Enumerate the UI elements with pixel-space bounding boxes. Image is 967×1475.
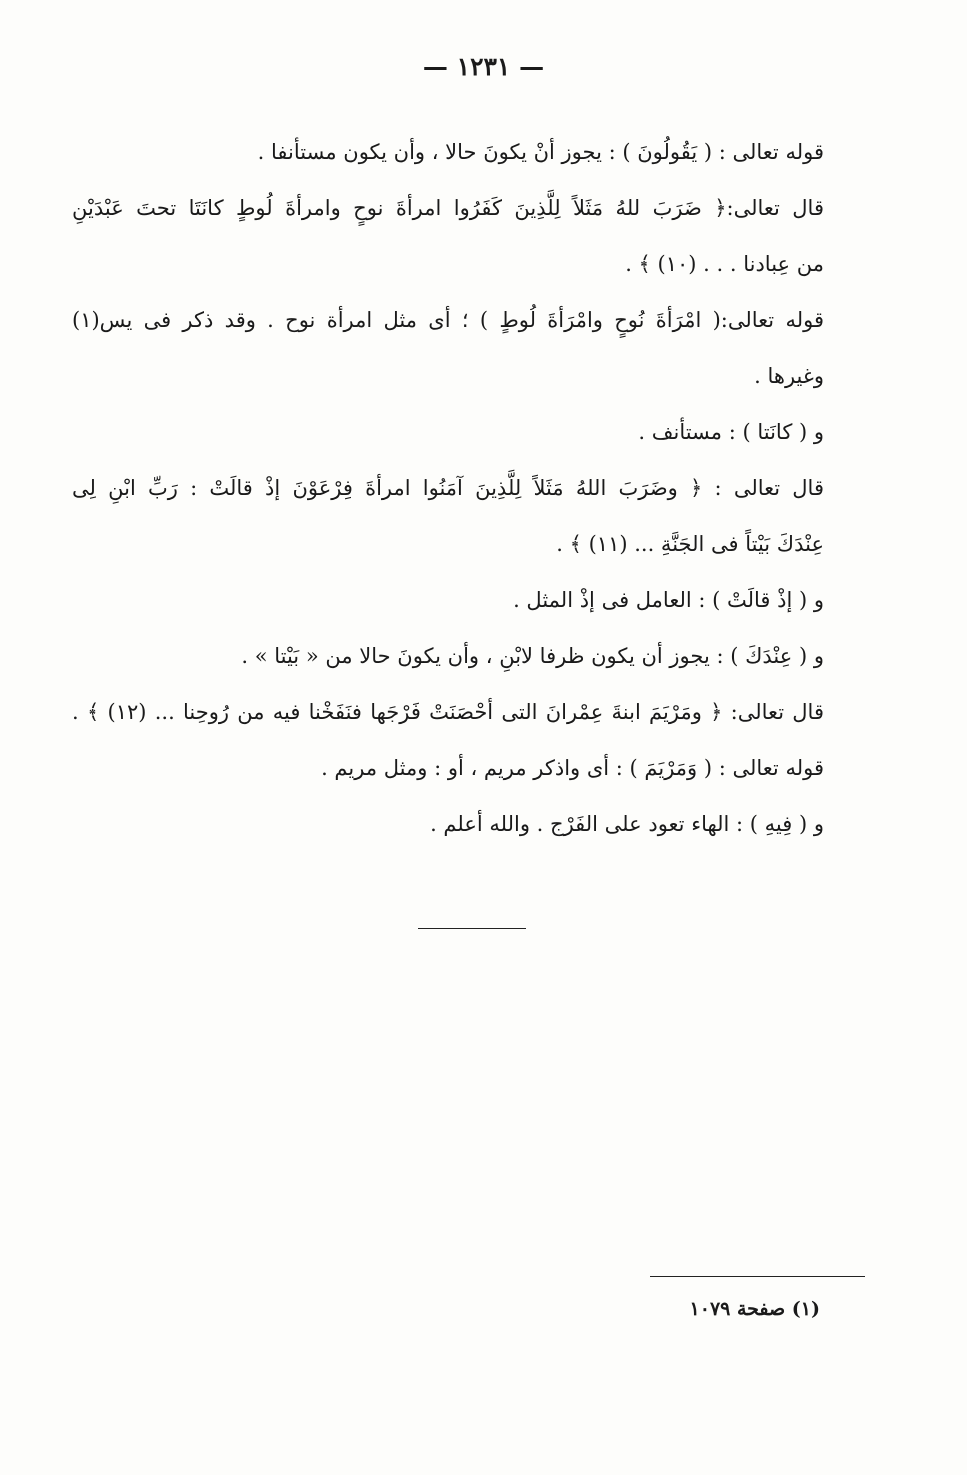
text-line: قوله تعالى : ( يَقُولُونَ ) : يجوز أنْ يكونَ حالا ، وأن يكون مستأنفا . <box>257 140 824 164</box>
page-number: — ١٢٣١ — <box>422 52 545 81</box>
footnote: (١) صفحة ١٠٧٩ <box>689 1298 820 1320</box>
text-line: قوله تعالى : ( وَمَرْيَمَ ) : أى واذكر مريم ، أو : ومثل مريم . <box>321 756 824 780</box>
text-line: و ( إذْ قالَتْ ) : العامل فى إذْ المثل . <box>513 588 824 612</box>
body-text <box>72 124 824 852</box>
text-line: قال تعالى : ﴿ وضَرَبَ اللهُ مَثَلاً لِلَّذِينَ آمَنُوا امرأةَ فِرْعَوْنَ إذْ قالَتْ : رَبِّ ابْنِ لِى <box>72 476 824 500</box>
text-line: قوله تعالى:( امْرَأةَ نُوحٍ وامْرَأةَ لُوطٍ ) ؛ أى مثل امرأة نوح . وقد ذكر فى يس(١) <box>72 308 824 332</box>
text-line: عِنْدَكَ بَيْتاً فى الجَنَّةِ ... (١١) ﴾ . <box>556 532 824 556</box>
text-line: وغيرها . <box>754 364 824 388</box>
footnote-divider <box>650 1276 865 1277</box>
text-line: من عِبادنا . . . (١٠) ﴾ . <box>625 252 824 276</box>
text-line: قال تعالى:﴿ ضَرَبَ للهُ مَثَلاً لِلَّذِينَ كَفَرُوا امرأةَ نوحٍ وامرأةَ لُوطٍ كانَتَا تحتَ عَبْدَيْنِ <box>72 196 824 220</box>
text-line: و ( كانَتا ) : مستأنف . <box>638 420 824 444</box>
text-line: قال تعالى: ﴿ ومَرْيَمَ ابنةَ عِمْرانَ التى أحْصَنَتْ فَرْجَها فنَفَخْنا فيه من رُوحِنا ... (١٢) ﴾ . <box>72 700 824 724</box>
section-end-rule <box>418 928 526 929</box>
text-line: و ( فِيهِ ) : الهاء تعود على الفَرْج . والله أعلم . <box>430 812 824 836</box>
text-line: و ( عِنْدَكَ ) : يجوز أن يكون ظرفا لابْنِ ، وأن يكونَ حالا من « بَيْتا » . <box>241 644 824 668</box>
